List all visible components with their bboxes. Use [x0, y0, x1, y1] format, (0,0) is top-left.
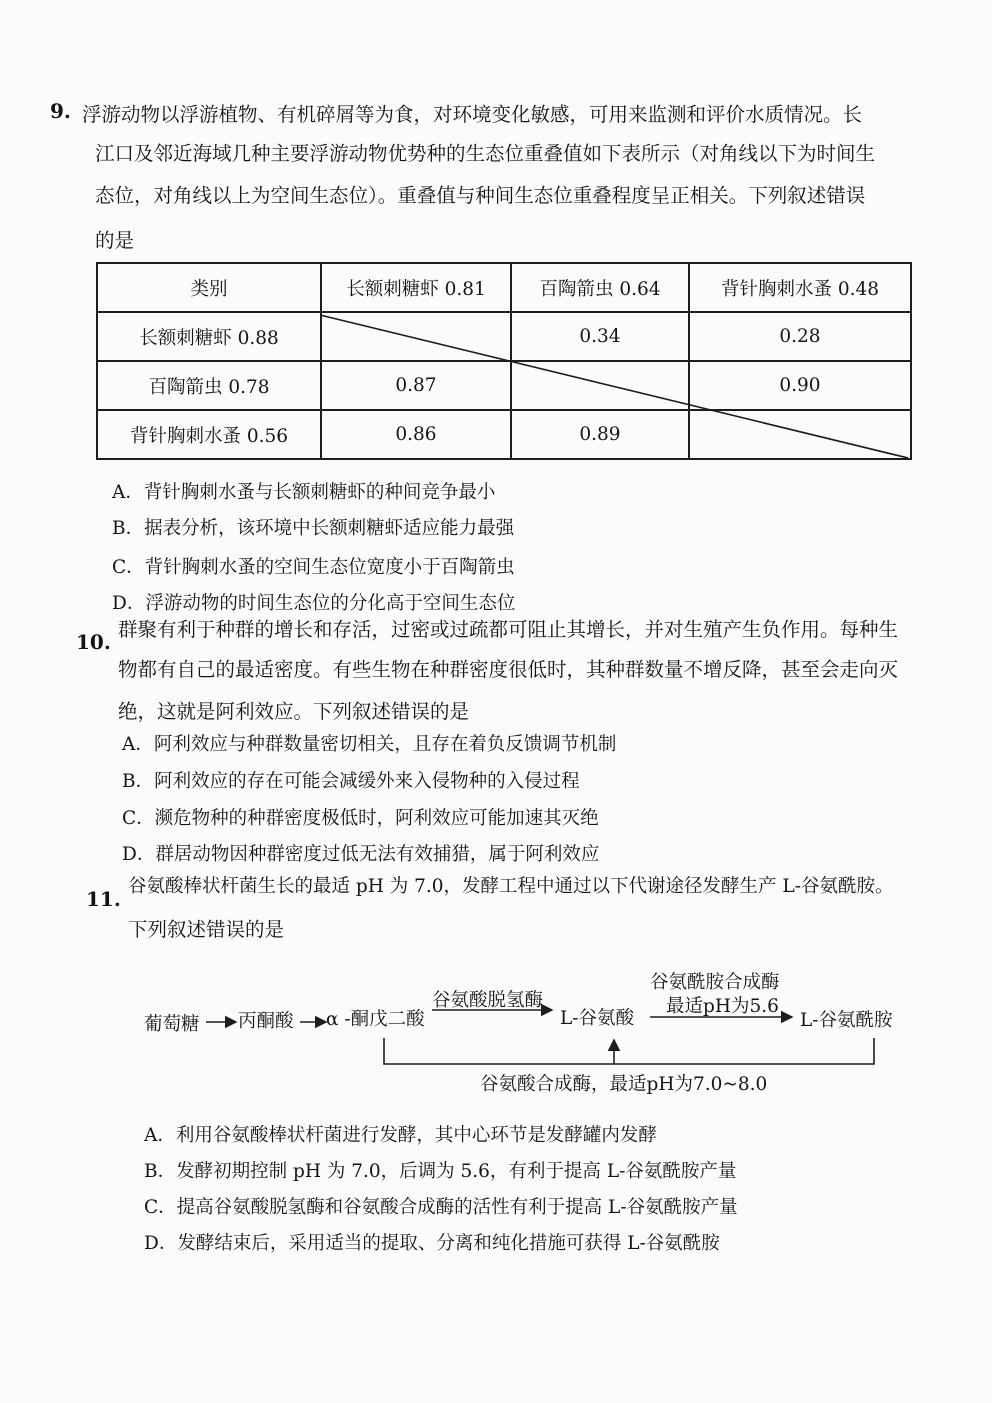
question-9-option-c: C．背针胸刺水蚤的空间生态位宽度小于百陶箭虫 [112, 557, 515, 578]
question-11-number: 11. [86, 887, 121, 911]
question-11-stem-line-2: 下列叙述错误的是 [128, 918, 285, 941]
question-10-option-c: C．濒危物种的种群密度极低时，阿利效应可能加速其灭绝 [122, 808, 599, 829]
question-9-stem-line-3: 态位，对角线以上为空间生态位）。重叠值与种间生态位重叠程度呈正相关。下列叙述错误 [95, 184, 866, 207]
question-10-option-b: B．阿利效应的存在可能会减缓外来入侵物种的入侵过程 [122, 771, 580, 792]
question-11-option-a: A．利用谷氨酸棒状杆菌进行发酵，其中心环节是发酵罐内发酵 [144, 1125, 657, 1146]
question-10-number: 10. [76, 630, 111, 654]
question-9-option-b: B．据表分析，该环境中长额刺糖虾适应能力最强 [112, 518, 515, 539]
glutamine-synthetase-ph-label: 最适pH为5.6 [666, 996, 779, 1017]
glutamate-synthase-label: 谷氨酸合成酶，最适pH为7.0~8.0 [480, 1074, 768, 1095]
table-header-cell: 类别 [97, 263, 321, 312]
question-10-option-d: D．群居动物因种群密度过低无法有效捕猎，属于阿利效应 [122, 844, 600, 865]
table-row-label: 背针胸刺水蚤 0.56 [97, 410, 321, 459]
table-header-cell: 背针胸刺水蚤 0.48 [689, 263, 911, 312]
alpha-ketoglutarate-label: α -酮戊二酸 [326, 1009, 425, 1030]
table-header-cell: 长额刺糖虾 0.81 [321, 263, 511, 312]
table-cell: 0.34 [511, 312, 689, 361]
question-10-stem-line-3: 绝，这就是阿利效应。下列叙述错误的是 [118, 700, 470, 723]
metabolic-pathway-diagram [120, 960, 940, 1100]
question-9-option-d: D．浮游动物的时间生态位的分化高于空间生态位 [112, 593, 516, 614]
question-10-stem-line-1: 群聚有利于种群的增长和存活，过密或过疏都可阻止其增长，并对生殖产生负作用。每种生 [118, 618, 899, 641]
table-cell: 0.87 [321, 361, 511, 410]
question-9-stem-line-2: 江口及邻近海域几种主要浮游动物优势种的生态位重叠值如下表所示（对角线以下为时间生 [95, 142, 876, 165]
pyruvate-label: 丙酮酸 [238, 1011, 294, 1032]
question-10-stem-line-2: 物都有自己的最适密度。有些生物在种群密度很低时，其种群数量不增反降，甚至会走向灭 [118, 658, 899, 681]
question-11-stem-line-1: 谷氨酸棒状杆菌生长的最适 pH 为 7.0，发酵工程中通过以下代谢途径发酵生产 L-谷氨酰胺。 [128, 876, 894, 897]
question-11-option-d: D．发酵结束后，采用适当的提取、分离和纯化措施可获得 L-谷氨酰胺 [144, 1233, 720, 1254]
question-9-option-a: A．背针胸刺水蚤与长额刺糖虾的种间竞争最小 [112, 482, 496, 503]
table-header-cell: 百陶箭虫 0.64 [511, 263, 689, 312]
table-cell: 0.28 [689, 312, 911, 361]
question-10-option-a: A．阿利效应与种群数量密切相关，且存在着负反馈调节机制 [122, 734, 617, 755]
table-cell: 0.89 [511, 410, 689, 459]
table-cell: 0.90 [689, 361, 911, 410]
glutamine-synthetase-label: 谷氨酰胺合成酶 [650, 972, 780, 993]
table-cell: 0.86 [321, 410, 511, 459]
table-row-label: 长额刺糖虾 0.88 [97, 312, 321, 361]
question-9-stem-line-1: 浮游动物以浮游植物、有机碎屑等为食，对环境变化敏感，可用来监测和评价水质情况。长 [82, 103, 863, 126]
glucose-label: 葡萄糖 [144, 1014, 200, 1035]
l-glutamine-label: L-谷氨酰胺 [800, 1010, 893, 1031]
question-11-option-c: C．提高谷氨酸脱氢酶和谷氨酸合成酶的活性有利于提高 L-谷氨酰胺产量 [144, 1197, 738, 1218]
question-9-number: 9. [50, 99, 71, 123]
question-11-option-b: B．发酵初期控制 pH 为 7.0，后调为 5.6，有利于提高 L-谷氨酰胺产量 [144, 1161, 737, 1182]
glutamate-dehydrogenase-label: 谷氨酸脱氢酶 [432, 990, 544, 1011]
question-9-stem-line-4: 的是 [95, 229, 135, 252]
l-glutamate-label: L-谷氨酸 [560, 1008, 635, 1029]
table-diagonal-line [96, 262, 908, 462]
table-row-label: 百陶箭虫 0.78 [97, 361, 321, 410]
